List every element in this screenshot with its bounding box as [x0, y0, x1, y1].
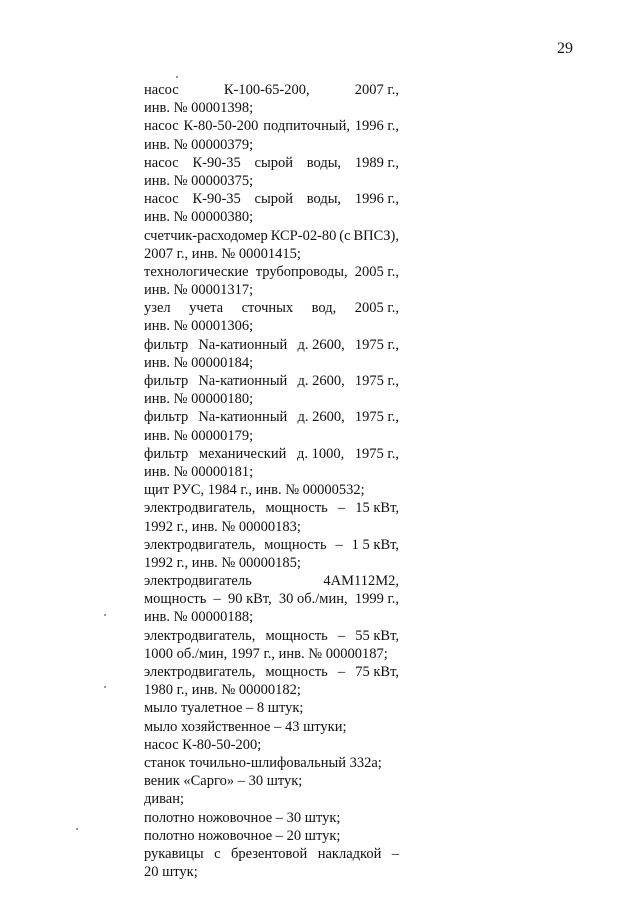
text-line: станок точильно-шлифовальный 332а;	[144, 754, 382, 771]
text-line	[144, 263, 399, 281]
line-word: Na-катионный	[198, 336, 288, 353]
text-line	[144, 536, 399, 554]
line-word: мощность	[264, 536, 327, 553]
text-line	[144, 590, 399, 608]
text-line	[144, 445, 399, 463]
text-line	[144, 663, 399, 681]
text-line: диван;	[144, 791, 185, 808]
line-word: электродвигатель,	[144, 627, 256, 644]
line-word: 2005 г.,	[354, 263, 399, 280]
line-word: насос	[144, 82, 179, 98]
text-line: 1980 г., инв. № 00000182;	[144, 682, 301, 699]
text-line	[144, 499, 399, 517]
line-word: насос	[144, 191, 179, 208]
text-line	[144, 227, 399, 245]
text-line: инв. № 00000380;	[144, 209, 254, 226]
line-word: 1989 г.,	[354, 154, 399, 171]
line-word: насос	[144, 118, 179, 135]
line-word: учета	[189, 300, 224, 317]
line-word: счетчик-расходомер	[144, 227, 268, 244]
line-word: трубопроводы,	[255, 263, 348, 280]
line-word: 1975 г.,	[354, 409, 399, 426]
text-line	[144, 81, 399, 99]
text-line: инв. № 00000184;	[144, 354, 254, 371]
line-word: К-80-50-200	[183, 118, 259, 135]
text-line	[144, 845, 399, 863]
text-line: 1992 г., инв. № 00000185;	[144, 554, 301, 571]
text-line: 2007 г., инв. № 00001415;	[144, 245, 301, 262]
line-word: воды,	[306, 154, 342, 171]
text-line: мыло хозяйственное – 43 штуки;	[144, 718, 347, 735]
text-line	[144, 190, 399, 208]
line-word: электродвигатель,	[144, 664, 256, 680]
line-word: фильтр	[144, 336, 189, 353]
line-word: 1975 г.,	[354, 336, 399, 353]
text-line	[144, 627, 399, 645]
text-line: мыло туалетное – 8 штук;	[144, 700, 304, 717]
line-word: сырой	[254, 191, 293, 208]
line-word: Na-катионный	[198, 409, 288, 426]
line-word: мощность	[144, 591, 207, 608]
line-word: –	[337, 664, 346, 680]
line-word: мощность	[265, 664, 328, 680]
text-line: 1000 об./мин, 1997 г., инв. № 00000187;	[144, 645, 388, 662]
scan-speck	[76, 828, 78, 830]
line-word: 15 кВт,	[355, 500, 399, 517]
text-line: полотно ножовочное – 30 штук;	[144, 809, 341, 826]
line-word: брезентовой	[230, 845, 308, 862]
line-word: электродвигатель	[144, 573, 252, 590]
line-word: 2007 г.,	[354, 82, 399, 98]
line-word: 90 кВт,	[227, 591, 272, 608]
line-word: вод,	[311, 300, 337, 317]
line-word: 1996 г.,	[354, 191, 399, 208]
line-word: мощность	[265, 500, 328, 517]
scan-speck	[104, 614, 106, 616]
document-body	[144, 81, 399, 881]
line-word: 1996 г.,	[354, 118, 399, 135]
line-word: механический	[198, 445, 287, 462]
line-word: сырой	[254, 154, 293, 171]
line-word: мощность	[265, 627, 328, 644]
text-line: 20 штук;	[144, 864, 198, 881]
line-word: д. 2600,	[297, 373, 345, 389]
text-line: инв. № 00000179;	[144, 427, 254, 444]
line-word: технологические	[144, 263, 249, 280]
text-line: инв. № 00001317;	[144, 282, 254, 299]
text-line: инв. № 00000188;	[144, 609, 254, 626]
line-word: 75 кВт,	[355, 664, 399, 680]
line-word: 55 кВт,	[355, 627, 399, 644]
line-word: –	[391, 845, 399, 862]
line-word: электродвигатель,	[144, 536, 256, 553]
text-line: щит РУС, 1984 г., инв. № 00000532;	[144, 482, 365, 499]
scan-speck	[176, 76, 178, 78]
line-word: узел	[144, 300, 171, 317]
text-line	[144, 572, 399, 590]
text-line: 1992 г., инв. № 00000183;	[144, 518, 301, 535]
line-word: –	[213, 591, 221, 608]
line-word: 30 об./мин,	[278, 591, 348, 608]
line-word: 1975 г.,	[354, 373, 399, 389]
line-word: рукавицы	[144, 845, 204, 862]
line-word: К-90-35	[192, 154, 241, 171]
line-word: фильтр	[144, 409, 189, 426]
line-word: 1 5 кВт,	[351, 536, 399, 553]
text-line: инв. № 00001306;	[144, 318, 254, 335]
line-word: –	[337, 627, 346, 644]
line-word: д. 1000,	[296, 445, 345, 462]
text-line: инв. № 00000181;	[144, 463, 254, 480]
line-word: фильтр	[144, 373, 189, 389]
text-line	[144, 154, 399, 172]
line-word: 2005 г.,	[354, 300, 399, 317]
line-word: насос	[144, 154, 179, 171]
line-word: 1999 г.,	[354, 591, 399, 608]
line-word: сточных	[241, 300, 294, 317]
line-word: –	[335, 536, 343, 553]
text-line: полотно ножовочное – 20 штук;	[144, 827, 341, 844]
page-number: 29	[557, 40, 573, 57]
text-line	[144, 408, 399, 426]
line-word: –	[337, 500, 346, 517]
line-word: электродвигатель,	[144, 500, 256, 517]
text-line: веник «Сарго» – 30 штук;	[144, 773, 303, 790]
line-word: с	[214, 845, 221, 862]
text-line: инв. № 00000375;	[144, 172, 254, 189]
line-word: Na-катионный	[198, 373, 288, 389]
line-word: К-100-65-200,	[223, 82, 310, 98]
line-word: подпиточный,	[263, 118, 350, 135]
text-line	[144, 336, 399, 354]
line-word: ВПСЗ),	[353, 227, 399, 244]
text-line: инв. № 00000180;	[144, 391, 254, 408]
text-line: инв. № 00001398;	[144, 100, 254, 117]
text-line: инв. № 00000379;	[144, 136, 254, 153]
line-word: накладкой	[317, 845, 382, 862]
line-word: 4АМ112М2,	[323, 573, 399, 590]
line-word: воды,	[306, 191, 342, 208]
line-word: КСР-02-80	[270, 227, 337, 244]
line-word: (с	[339, 227, 351, 244]
text-line	[144, 372, 399, 390]
line-word: д. 2600,	[297, 336, 345, 353]
line-word: К-90-35	[192, 191, 241, 208]
line-word: фильтр	[144, 445, 189, 462]
scan-speck	[104, 686, 106, 688]
text-line	[144, 299, 399, 317]
text-line	[144, 117, 399, 135]
line-word: 1975 г.,	[354, 445, 399, 462]
text-line: насос К-80-50-200;	[144, 736, 262, 753]
line-word: д. 2600,	[297, 409, 345, 426]
